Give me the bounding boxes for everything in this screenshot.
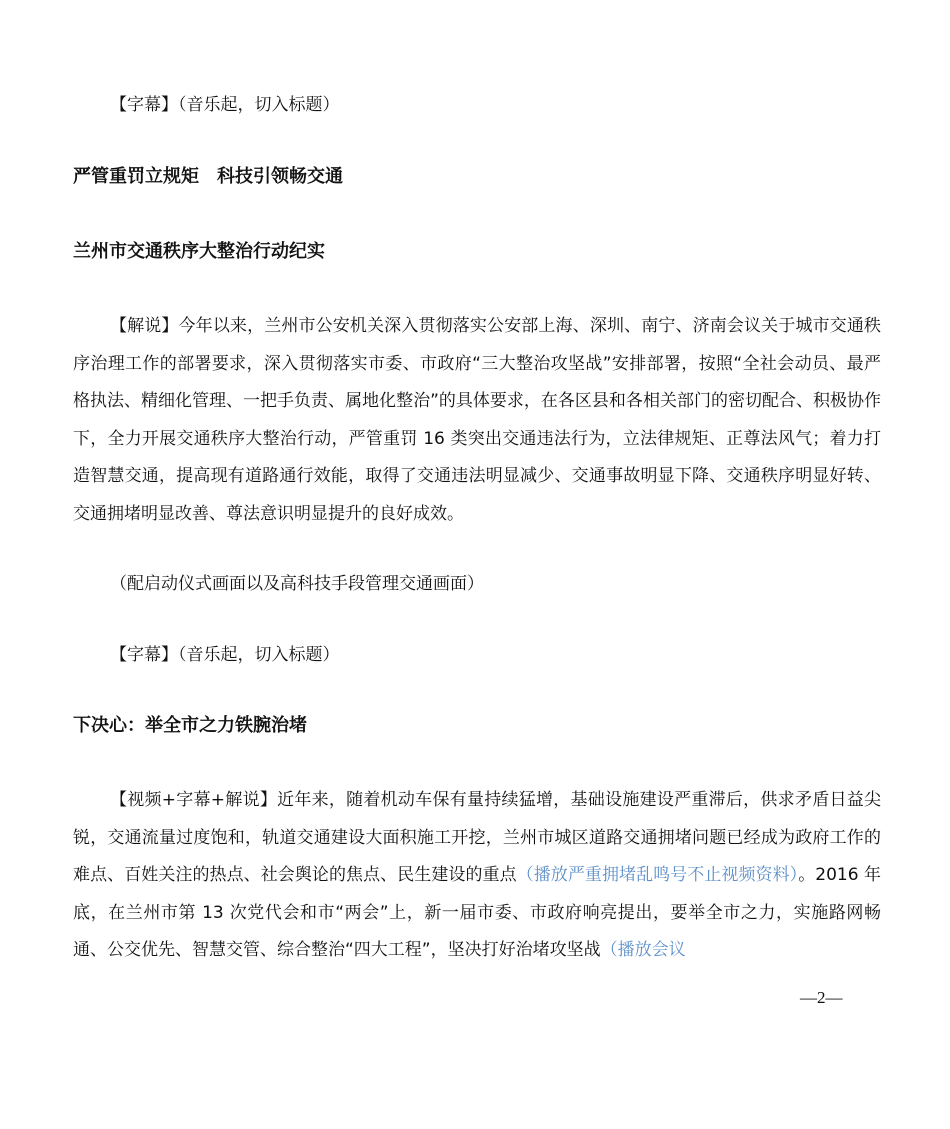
narration-text: 【视频+字幕+解说】近年来，随着机动车保有量持续猛增，基础设施建设严重滞后，供求矛盾日益尖锐，交通流量过度饱和，轨道交通建设大面积施工开挖，兰州市城区道路交通拥堵问题已经成为政府工作的难点、百姓关注的热点、社会舆论的焦点、民生建设的重点 — [73, 790, 881, 885]
headline-sub: 兰州市交通秩序大整治行动纪实 — [73, 241, 325, 262]
narration-paragraph: 【解说】今年以来，兰州市公安机关深入贯彻落实公安部上海、深圳、南宁、济南会议关于城市交通秩序治理工作的部署要求，深入贯彻落实市委、市政府“三大整治攻坚战”安排部署，按照“全社会动员、最严格执法、精细化管理、一把手负责、属地化整治”的具体要求，在各区县和各相关部门的密切配合、积极协作下，全力开展交通秩序大整治行动，严管重罚 16 类突出交通违法行为，立法律规矩、正尊法风气；着力打造智慧交通，提高现有道路通行效能，取得了交通违法明显减少、交通事故明显下降、交通秩序明显好转、交通拥堵明显改善、尊法意识明显提升的良好成效。 — [73, 316, 881, 524]
headline-main: 严管重罚立规矩 科技引领畅交通 — [73, 166, 343, 187]
subtitle-cue: 【字幕】（音乐起，切入标题） — [110, 645, 340, 665]
narration-text: 。2016 年底，在兰州市第 13 次党代会和市“两会”上，新一届市委、市政府响亮提出，要举全市之力，实施路网畅通、公交优先、智慧交管、综合整治“四大工程”，坚决打好治堵攻坚战 — [73, 865, 882, 960]
video-cue-link[interactable]: （播放严重拥堵乱鸣号不止视频资料） — [516, 865, 799, 885]
section-heading: 下决心：举全市之力铁腕治堵 — [73, 715, 307, 736]
footage-note: （配启动仪式画面以及高科技手段管理交通画面） — [110, 574, 484, 594]
narration-paragraph-2 — [73, 782, 881, 970]
subtitle-cue: 【字幕】（音乐起，切入标题） — [110, 95, 340, 115]
meeting-cue-link[interactable]: （播放会议 — [600, 940, 686, 960]
page-number: —2— — [800, 988, 843, 1007]
